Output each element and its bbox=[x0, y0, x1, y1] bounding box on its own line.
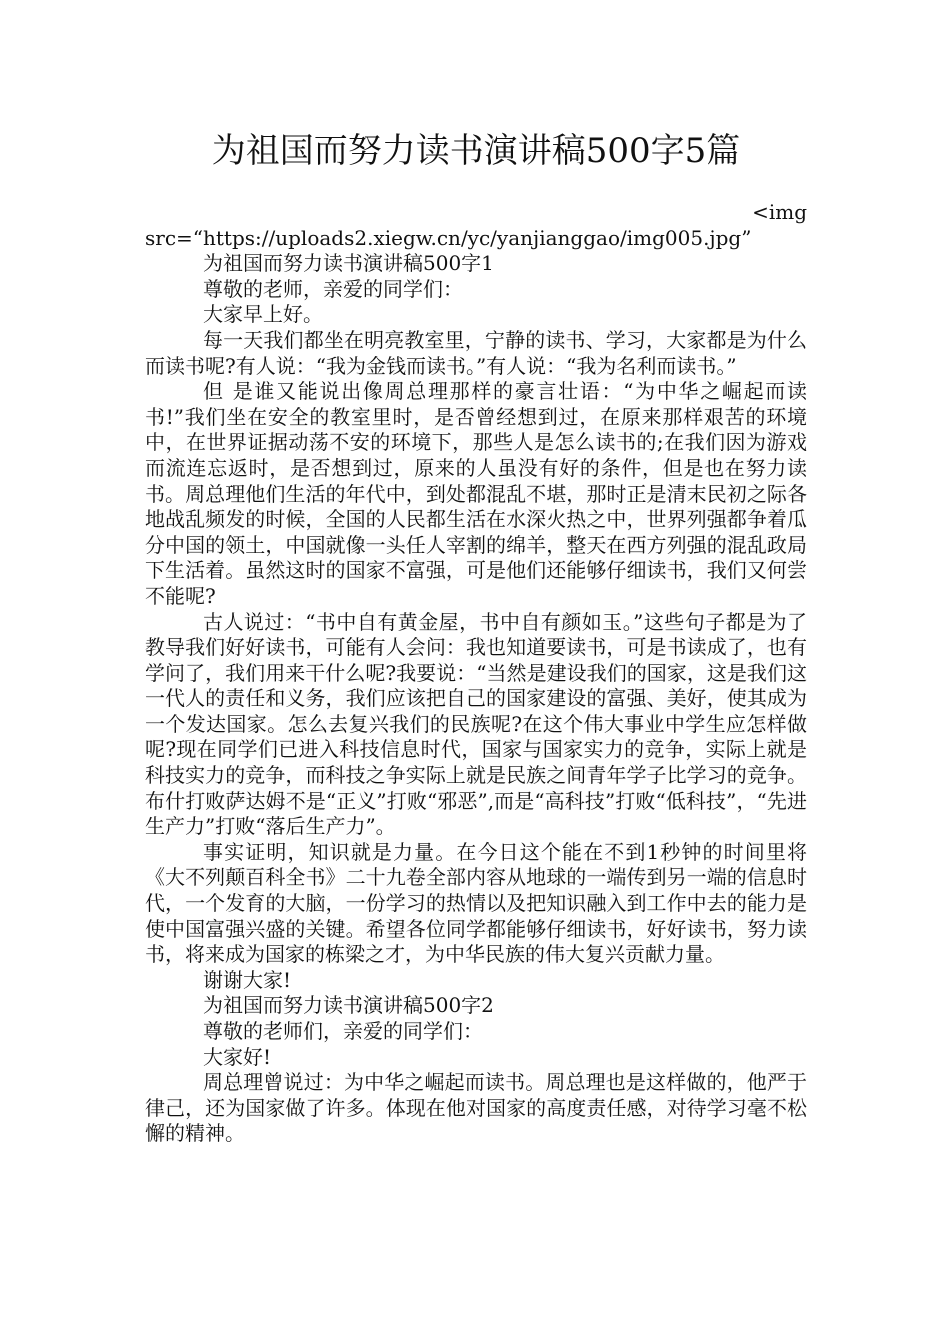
body-paragraph: 事实证明，知识就是力量。在今日这个能在不到1秒钟的时间里将《大不列颠百科全书》二十九卷全部内容从地球的一端传到另一端的信息时代，一个发育的大脑，一份学习的热情以及把知识融入到工作中去的能力是使中国富强兴盛的关键。希望各位同学都能够仔细读书，好好读书，努力读书，将来成为国家的栋梁之才，为中华民族的伟大复兴贡献力量。 bbox=[145, 839, 807, 967]
document-title: 为祖国而努力读书演讲稿500字5篇 bbox=[211, 131, 741, 171]
greeting-paragraph: 大家好! bbox=[203, 1044, 272, 1069]
document-body bbox=[145, 200, 807, 1147]
body-paragraph: 古人说过：“书中自有黄金屋，书中自有颜如玉。”这些句子都是为了教导我们好好读书，可能有人会问：我也知道要读书，可是书读成了，也有学问了，我们用来干什么呢?我要说：“当然是建设我们的国家，这是我们这一代人的责任和义务，我们应该把自己的国家建设的富强、美好，使其成为一个发达国家。怎么去复兴我们的民族呢?在这个伟大事业中学生应怎样做呢?现在同学们已进入科技信息时代，国家与国家实力的竞争，实际上就是科技实力的竞争，而科技之争实际上就是民族之间青年学子比学习的竞争。布什打败萨达姆不是“正义”打败“邪恶”,而是“高科技”打败“低科技”，“先进生产力”打败“落后生产力”。 bbox=[145, 609, 807, 839]
section-heading-2: 为祖国而努力读书演讲稿500字2 bbox=[203, 993, 494, 1018]
document-page bbox=[145, 0, 807, 1344]
body-paragraph: 每一天我们都坐在明亮教室里，宁静的读书、学习，大家都是为什么而读书呢?有人说：“我为金钱而读书。”有人说：“我为名利而读书。” bbox=[145, 327, 807, 378]
closing-paragraph: 谢谢大家! bbox=[203, 967, 292, 992]
body-paragraph: 周总理曾说过：为中华之崛起而读书。周总理也是这样做的，他严于律己，还为国家做了许多。体现在他对国家的高度责任感，对待学习毫不松懈的精神。 bbox=[145, 1070, 807, 1146]
image-reference-src: src=“https://uploads2.xiegw.cn/yc/yanjianggao/img005.jpg” bbox=[145, 225, 752, 250]
section-heading-1: 为祖国而努力读书演讲稿500字1 bbox=[203, 251, 494, 276]
salutation-paragraph: 尊敬的老师们，亲爱的同学们： bbox=[203, 1019, 483, 1043]
body-paragraph: 但 是谁又能说出像周总理那样的豪言壮语：“为中华之崛起而读书!”我们坐在安全的教室里时，是否曾经想到过，在原来那样艰苦的环境中，在世界证据动荡不安的环境下，那些人是怎么读书的;在我们因为游戏而流连忘返时，是否想到过，原来的人虽没有好的条件，但是也在努力读书。周总理他们生活的年代中，到处都混乱不堪，那时正是清末民初之际各地战乱频发的时候，全国的人民都生活在水深火热之中，世界列强都争着瓜分中国的领土，中国就像一头任人宰割的绵羊，整天在西方列强的混乱政局下生活着。虽然这时的国家不富强，可是他们还能够仔细读书，我们又何尝不能呢? bbox=[145, 379, 807, 608]
image-reference-open-tag: <img bbox=[752, 200, 807, 224]
greeting-paragraph: 大家早上好。 bbox=[203, 302, 323, 327]
salutation-paragraph: 尊敬的老师，亲爱的同学们： bbox=[203, 276, 463, 301]
